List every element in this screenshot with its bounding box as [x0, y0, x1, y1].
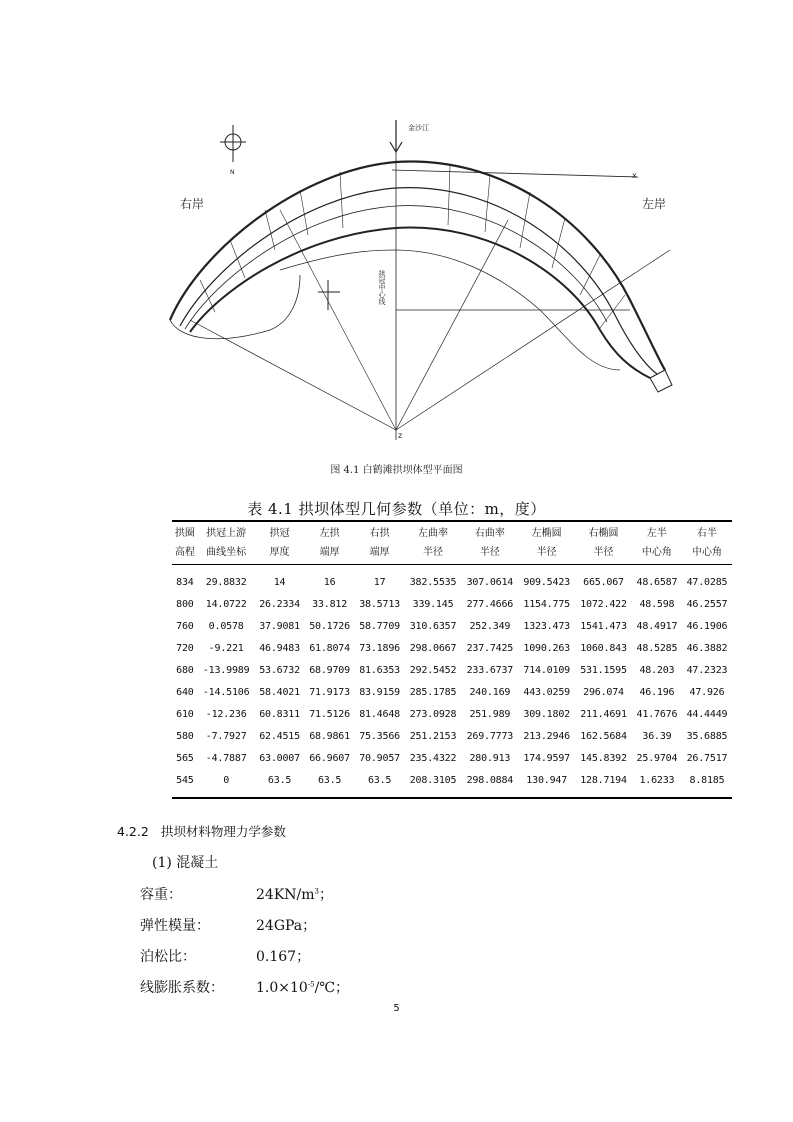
- table-cell: 273.0928: [409, 708, 457, 720]
- table-cell: 16: [323, 576, 336, 588]
- table-title: 表 4.1 拱坝体型几何参数（单位：m，度）: [247, 500, 546, 518]
- table-cell: 285.1785: [409, 686, 457, 698]
- property-thermal-expansion: [140, 977, 349, 997]
- property-elastic-modulus: [140, 915, 316, 935]
- table-cell: 8.8185: [682, 769, 732, 798]
- table-cell: 233.6737: [466, 664, 514, 676]
- table-cell: 665.067: [583, 576, 624, 588]
- table-cell: -9.221: [208, 642, 244, 654]
- table-cell: 1.6233: [632, 769, 682, 798]
- table-cell: 83.9159: [359, 686, 400, 698]
- table-header-row-1: [172, 521, 732, 541]
- header-cell: 左曲率: [405, 521, 462, 541]
- section-title: 拱坝材料物理力学参数: [160, 824, 286, 839]
- table-cell: 81.6353: [359, 664, 400, 676]
- table-cell: 382.5535: [409, 576, 457, 588]
- table-cell: 47.2323: [686, 664, 728, 676]
- table-cell: 48.4917: [636, 620, 678, 632]
- table-cell: 14: [273, 576, 286, 588]
- table-cell: 68.9709: [309, 664, 350, 676]
- table-cell: 252.349: [469, 620, 511, 632]
- table-cell: 280.913: [469, 752, 511, 764]
- header-cell: 端厚: [355, 541, 405, 565]
- table-cell: 68.9861: [309, 730, 350, 742]
- table-row: [172, 615, 732, 637]
- table-row: [172, 681, 732, 703]
- table-cell: 47.0285: [686, 576, 728, 588]
- table-cell: 14.0722: [205, 598, 247, 610]
- table-cell: 63.5: [305, 769, 355, 798]
- table-cell: 339.145: [412, 598, 454, 610]
- header-cell: 拱冠: [255, 521, 305, 541]
- table-cell: 307.0614: [466, 576, 514, 588]
- axis-z-label: z: [398, 431, 403, 440]
- table-cell: 269.7773: [466, 730, 514, 742]
- table-cell: 75.3566: [359, 730, 400, 742]
- table-cell: 128.7194: [575, 769, 632, 798]
- table-cell: -12.236: [205, 708, 247, 720]
- header-cell: 右椭圆: [575, 521, 632, 541]
- table-cell: 61.8074: [309, 642, 350, 654]
- table-cell: 48.5285: [636, 642, 678, 654]
- table-cell: 298.0667: [409, 642, 457, 654]
- table-row: [172, 725, 732, 747]
- table-cell: 680: [176, 664, 194, 676]
- table-cell: 298.0884: [461, 769, 518, 798]
- table-cell: 580: [176, 730, 194, 742]
- table-cell: 760: [176, 620, 194, 632]
- section-number: 4.2.2: [117, 824, 149, 839]
- table-cell: 37.9081: [259, 620, 300, 632]
- table-cell: -7.7927: [205, 730, 247, 742]
- table-cell: 29.8832: [205, 576, 247, 588]
- center-line-label: 拱冠中心线: [378, 270, 386, 305]
- table-cell: 70.9057: [359, 752, 400, 764]
- table-cell: 36.39: [642, 730, 672, 742]
- concrete-subheading: (1) 混凝土: [152, 855, 219, 871]
- table-cell: 62.4515: [259, 730, 300, 742]
- property-value: 1.0×10: [256, 980, 308, 996]
- table-cell: 310.6357: [409, 620, 457, 632]
- table-row: [172, 703, 732, 725]
- table-cell: 130.947: [518, 769, 575, 798]
- header-cell: 厚度: [255, 541, 305, 565]
- table-cell: 145.8392: [580, 752, 627, 764]
- header-cell: 半径: [405, 541, 462, 565]
- table-row: [172, 659, 732, 681]
- property-value: 24GPa；: [256, 918, 317, 934]
- table-cell: 174.9597: [523, 752, 570, 764]
- table-cell: 38.5713: [359, 598, 400, 610]
- table-cell: 25.9704: [636, 752, 678, 764]
- table-cell: 545: [172, 769, 198, 798]
- table-cell: 63.5: [355, 769, 405, 798]
- property-value: 0.167；: [256, 949, 311, 965]
- table-header-row-2: [172, 541, 732, 565]
- table-cell: 1541.473: [580, 620, 627, 632]
- table-cell: 240.169: [469, 686, 511, 698]
- header-cell: 曲线坐标: [198, 541, 255, 565]
- header-cell: 右半: [682, 521, 732, 541]
- header-cell: 右曲率: [461, 521, 518, 541]
- table-cell: 46.3882: [686, 642, 728, 654]
- table-cell: 251.989: [469, 708, 511, 720]
- header-cell: 半径: [461, 541, 518, 565]
- header-cell: 右拱: [355, 521, 405, 541]
- table-row: [172, 637, 732, 659]
- north-label: N: [230, 169, 235, 176]
- table-cell: -14.5106: [202, 686, 250, 698]
- table-cell: 1154.775: [523, 598, 570, 610]
- table-cell: 800: [176, 598, 194, 610]
- table-cell: 48.598: [639, 598, 675, 610]
- table-cell: 531.1595: [580, 664, 627, 676]
- table-cell: 1060.843: [580, 642, 627, 654]
- header-cell: 端厚: [305, 541, 355, 565]
- table-cell: -13.9989: [202, 664, 250, 676]
- table-cell: 71.5126: [309, 708, 350, 720]
- table-cell: 46.9483: [259, 642, 300, 654]
- table-cell: -4.7887: [205, 752, 247, 764]
- table-cell: 292.5452: [409, 664, 457, 676]
- table-cell: 17: [373, 576, 386, 588]
- table-cell: 720: [176, 642, 194, 654]
- table-cell: 211.4691: [580, 708, 627, 720]
- table-cell: 235.4322: [409, 752, 457, 764]
- table-row: [172, 565, 732, 594]
- header-cell: 左拱: [305, 521, 355, 541]
- section-heading: [117, 822, 286, 840]
- table-cell: 58.4021: [259, 686, 300, 698]
- table-cell: 714.0109: [523, 664, 570, 676]
- table-cell: 41.7676: [636, 708, 678, 720]
- table-cell: 443.0259: [523, 686, 570, 698]
- table-cell: 71.9173: [309, 686, 350, 698]
- table-cell: 610: [176, 708, 194, 720]
- table-cell: 46.2557: [686, 598, 728, 610]
- table-cell: 309.1802: [523, 708, 570, 720]
- table-body: [172, 565, 732, 799]
- table-cell: 640: [176, 686, 194, 698]
- table-cell: 162.5684: [580, 730, 627, 742]
- property-poisson-ratio: [140, 946, 310, 966]
- figure-caption: 图 4.1 白鹤滩拱坝体型平面图: [330, 465, 463, 476]
- right-bank-label: 右岸: [180, 197, 205, 211]
- property-unit-weight: [140, 884, 333, 904]
- geometry-parameters-table: [172, 520, 732, 799]
- table-cell: 296.074: [583, 686, 624, 698]
- header-cell: 拱圈: [172, 521, 198, 541]
- table-cell: 47.926: [689, 686, 725, 698]
- property-label: 弹性模量：: [140, 918, 210, 934]
- property-sup: 3: [314, 887, 319, 896]
- property-tail: /℃；: [314, 980, 350, 996]
- table-cell: 46.196: [639, 686, 675, 698]
- table-row: [172, 747, 732, 769]
- property-sup: -5: [307, 980, 315, 989]
- table-cell: 58.7709: [359, 620, 400, 632]
- table-cell: 0.0578: [208, 620, 244, 632]
- table-cell: 53.6732: [259, 664, 300, 676]
- table-cell: 1072.422: [580, 598, 627, 610]
- table-cell: 237.7425: [466, 642, 514, 654]
- table-cell: 26.7517: [686, 752, 728, 764]
- table-cell: 50.1726: [309, 620, 350, 632]
- table-cell: 46.1906: [686, 620, 728, 632]
- table-cell: 66.9607: [309, 752, 350, 764]
- property-value: 24KN/m: [256, 887, 315, 903]
- header-cell: 拱冠上游: [198, 521, 255, 541]
- table-cell: 565: [176, 752, 194, 764]
- property-label: 容重：: [140, 887, 182, 903]
- header-cell: 高程: [172, 541, 198, 565]
- header-cell: 左半: [632, 521, 682, 541]
- table-cell: 81.4648: [359, 708, 400, 720]
- table-cell: 1323.473: [523, 620, 570, 632]
- property-tail: ；: [318, 887, 333, 903]
- table-cell: 251.2153: [409, 730, 457, 742]
- table-cell: 44.4449: [686, 708, 728, 720]
- table-row: [172, 593, 732, 615]
- table-cell: 73.1896: [359, 642, 400, 654]
- table-cell: 26.2334: [259, 598, 300, 610]
- dam-plan-figure: [160, 100, 667, 450]
- page-number: 5: [393, 1003, 400, 1014]
- table-cell: 33.812: [312, 598, 348, 610]
- table-cell: 63.5: [255, 769, 305, 798]
- table-row: [172, 769, 732, 798]
- river-label: 金沙江: [408, 124, 429, 132]
- property-label: 线膨胀系数：: [140, 980, 224, 996]
- table-cell: 834: [176, 576, 194, 588]
- header-cell: 中心角: [632, 541, 682, 565]
- header-cell: 中心角: [682, 541, 732, 565]
- table-cell: 208.3105: [405, 769, 462, 798]
- table-cell: 1090.263: [523, 642, 570, 654]
- table-cell: 60.8311: [259, 708, 300, 720]
- table-cell: 277.4666: [466, 598, 514, 610]
- left-bank-label: 左岸: [642, 197, 667, 211]
- table-cell: 63.0007: [259, 752, 300, 764]
- header-cell: 半径: [518, 541, 575, 565]
- header-cell: 左椭圆: [518, 521, 575, 541]
- property-label: 泊松比：: [140, 949, 196, 965]
- table-cell: 48.6587: [636, 576, 678, 588]
- table-cell: 48.203: [639, 664, 675, 676]
- table-cell: 0: [198, 769, 255, 798]
- table-cell: 35.6885: [686, 730, 728, 742]
- axis-x-label: x: [632, 171, 637, 180]
- table-cell: 909.5423: [523, 576, 570, 588]
- header-cell: 半径: [575, 541, 632, 565]
- table-cell: 213.2946: [523, 730, 570, 742]
